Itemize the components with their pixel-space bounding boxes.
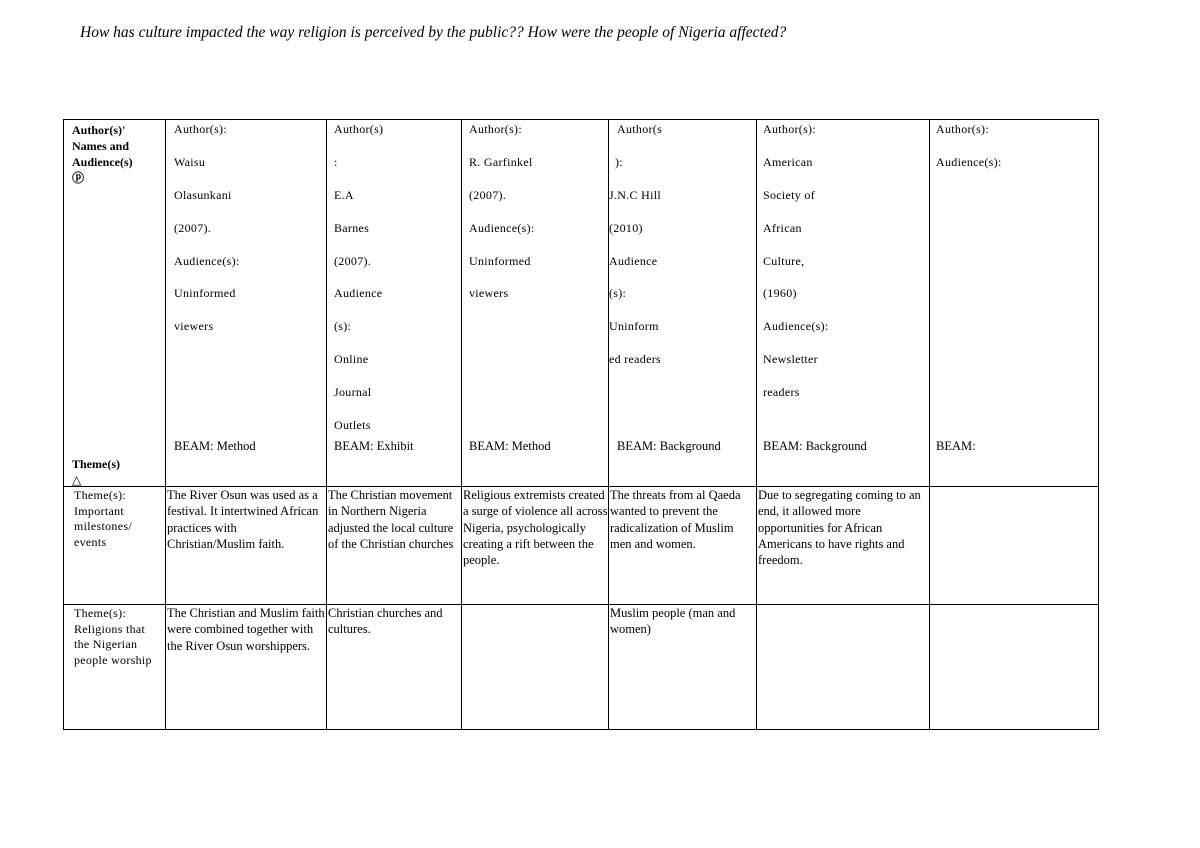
beam-label: BEAM: (936, 439, 976, 453)
header-row (64, 120, 1099, 487)
author-cell-5: Author(s): American Society of African Culture, (1960) Audience(s): Newsletter readers BEAM: Background (757, 120, 930, 487)
authors-audience-label: Author(s)' Names and Audience(s) ⓟ (72, 123, 133, 185)
table-cell (930, 605, 1099, 730)
row-label-cell: Theme(s): Religions that the Nigerian people worship (64, 605, 166, 730)
table-cell (462, 605, 609, 730)
author-cell-4: Author(s ): J.N.C Hill (2010) Audience (s): Uninform ed readers BEAM: Background (609, 120, 757, 487)
table-cell: The Christian movement in Northern Nigeria adjusted the local culture of the Christian churches (327, 487, 462, 605)
author-cell-1: Author(s): Waisu Olasunkani (2007). Audience(s): Uninformed viewers BEAM: Method (166, 120, 327, 487)
beam-label: BEAM: Method (174, 439, 256, 453)
table-row (64, 605, 1099, 730)
triangle-icon: △ (72, 473, 82, 487)
table-cell: Due to segregating coming to an end, it allowed more opportunities for African Americans to have rights and freedom. (757, 487, 930, 605)
table-cell: Muslim people (man and women) (609, 605, 757, 730)
research-question: How has culture impacted the way religion is perceived by the public?? How were the people of Nigeria affected? (80, 24, 787, 41)
table-cell: The threats from al Qaeda wanted to prevent the radicalization of Muslim men and women. (609, 487, 757, 605)
table-cell: Religious extremists created a surge of violence all across Nigeria, psychologically creating a rift between the people. (462, 487, 609, 605)
table-cell: Christian churches and cultures. (327, 605, 462, 730)
table-cell: The River Osun was used as a festival. It intertwined African practices with Christian/Muslim faith. (166, 487, 327, 605)
p-symbol-icon: ⓟ (72, 171, 85, 185)
beam-label: BEAM: Background (763, 439, 867, 453)
row-label-cell: Theme(s): Important milestones/ events (64, 487, 166, 605)
header-label-cell (64, 120, 166, 487)
table-row (64, 487, 1099, 605)
beam-label: BEAM: Exhibit (334, 439, 414, 453)
research-table (63, 119, 1099, 730)
table-cell: The Christian and Muslim faith were combined together with the River Osun worshippers. (166, 605, 327, 730)
author-cell-2: Author(s) : E.A Barnes (2007). Audience (s): Online Journal Outlets BEAM: Exhibit (327, 120, 462, 487)
author-cell-6: Author(s): Audience(s): BEAM: (930, 120, 1099, 487)
theme-label: Theme(s) △ (72, 457, 120, 487)
table-cell (757, 605, 930, 730)
table-cell (930, 487, 1099, 605)
beam-label: BEAM: Method (469, 439, 551, 453)
beam-label: BEAM: Background (617, 439, 721, 453)
author-cell-3: Author(s): R. Garfinkel (2007). Audience(s): Uninformed viewers BEAM: Method (462, 120, 609, 487)
